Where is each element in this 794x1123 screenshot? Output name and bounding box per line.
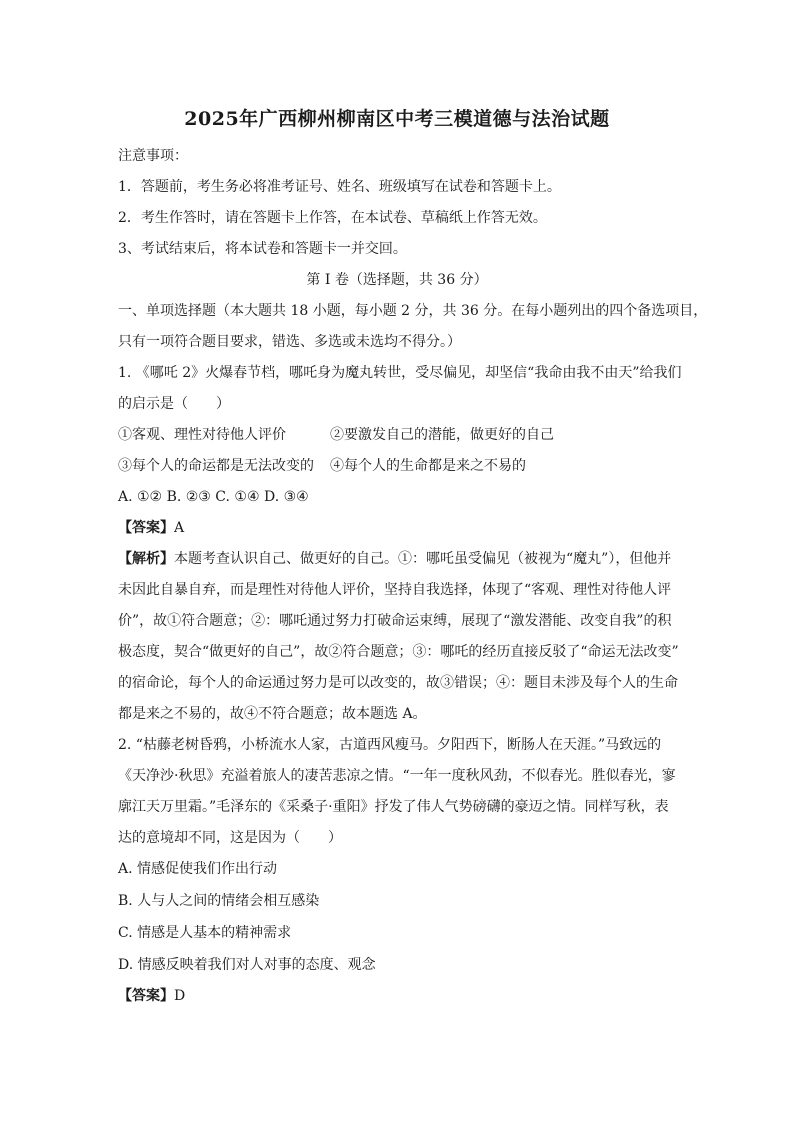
page-title: 2025年广西柳州柳南区中考三模道德与法治试题 (184, 108, 610, 130)
q1-analysis-line-1 (118, 549, 686, 569)
section-intro-line-2: 只有一项符合题目要求，错选、多选或未选均不得分。） (118, 334, 461, 350)
notice-item-1: 1．答题前，考生务必将准考证号、姓名、班级填写在试卷和答题卡上。 (118, 179, 561, 195)
q2-stem-line-1: 2. “枯藤老树昏鸦，小桥流水人家，古道西风瘦马。夕阳西下，断肠人在天涯。”马致远的 (118, 737, 662, 753)
q1-analysis-line-4: 极态度，契合“做更好的自己”，故②符合题意；③：哪吒的经历直接反驳了“命运无法改变” (118, 644, 679, 660)
q1-statement-row-2 (118, 456, 686, 476)
q1-answer-value: A (174, 520, 185, 536)
q2-option-a: A. 情感促使我们作出行动 (118, 861, 278, 877)
q2-option-c: C. 情感是人基本的精神需求 (118, 925, 292, 941)
q2-stem-line-2: 《天净沙·秋思》充溢着旅人的凄苦悲凉之情。“一年一度秋风劲，不似春光。胜似春光，寥 (118, 768, 676, 784)
q1-statement-row-1 (118, 425, 686, 445)
q1-analysis-line-6: 都是来之不易的，故④不符合题意；故本题选 A。 (118, 706, 427, 722)
notice-heading: 注意事项： (118, 148, 188, 164)
q1-choices: A. ①② B. ②③ C. ①④ D. ③④ (118, 489, 309, 505)
q1-stem-line-2: 的启示是（ ） (118, 396, 230, 412)
volume-heading: 第 I 卷（选择题，共 36 分） (306, 272, 488, 288)
q1-analysis-text-1: 本题考查认识自己、做更好的自己。①：哪吒虽受偏见（被视为“魔丸”），但他并 (174, 551, 672, 567)
q1-statement-2: ②要激发自己的潜能，做更好的自己 (330, 427, 554, 443)
notice-item-3: 3、考试结束后，将本试卷和答题卡一并交回。 (118, 241, 407, 257)
section-intro-line-1: 一、单项选择题（本大题共 18 小题，每小题 2 分，共 36 分。在每小题列出的四个备选项目， (118, 303, 708, 319)
q1-analysis-line-5: 的宿命论，每个人的命运通过努力是可以改变的，故③错误；④：题目未涉及每个人的生命 (118, 675, 678, 691)
q2-answer-value: D (174, 988, 186, 1004)
q2-option-d: D. 情感反映着我们对人对事的态度、观念 (118, 957, 376, 973)
notice-item-2: 2．考生作答时，请在答题卡上作答，在本试卷、草稿纸上作答无效。 (118, 210, 547, 226)
q1-analysis-line-3: 价”，故①符合题意；②：哪吒通过努力打破命运束缚，展现了“激发潜能、改变自我”的积 (118, 613, 672, 629)
q2-option-b: B. 人与人之间的情绪会相互感染 (118, 893, 320, 909)
q1-analysis-line-2: 未因此自暴自弃，而是理性对待他人评价，坚持自我选择，体现了“客观、理性对待他人评 (118, 582, 672, 598)
q1-answer-label: 【答案】 (118, 520, 174, 536)
q1-statement-1: ①客观、理性对待他人评价 (118, 427, 286, 443)
q2-stem-line-3: 廓江天万里霜。”毛泽东的《采桑子·重阳》抒发了伟人气势磅礴的豪迈之情。同样写秋，表 (118, 799, 669, 815)
q1-statement-4: ④每个人的生命都是来之不易的 (330, 458, 526, 474)
q1-statement-3: ③每个人的命运都是无法改变的 (118, 458, 314, 474)
q1-analysis-label: 【解析】 (118, 551, 174, 567)
q1-answer (118, 518, 686, 538)
q1-stem-line-1: 1. 《哪吒 2》火爆春节档，哪吒身为魔丸转世，受尽偏见，却坚信“我命由我不由天”给我们 (118, 365, 682, 381)
q2-stem-line-4: 达的意境却不同，这是因为（ ） (118, 830, 342, 846)
q2-answer (118, 986, 686, 1006)
q2-answer-label: 【答案】 (118, 988, 174, 1004)
